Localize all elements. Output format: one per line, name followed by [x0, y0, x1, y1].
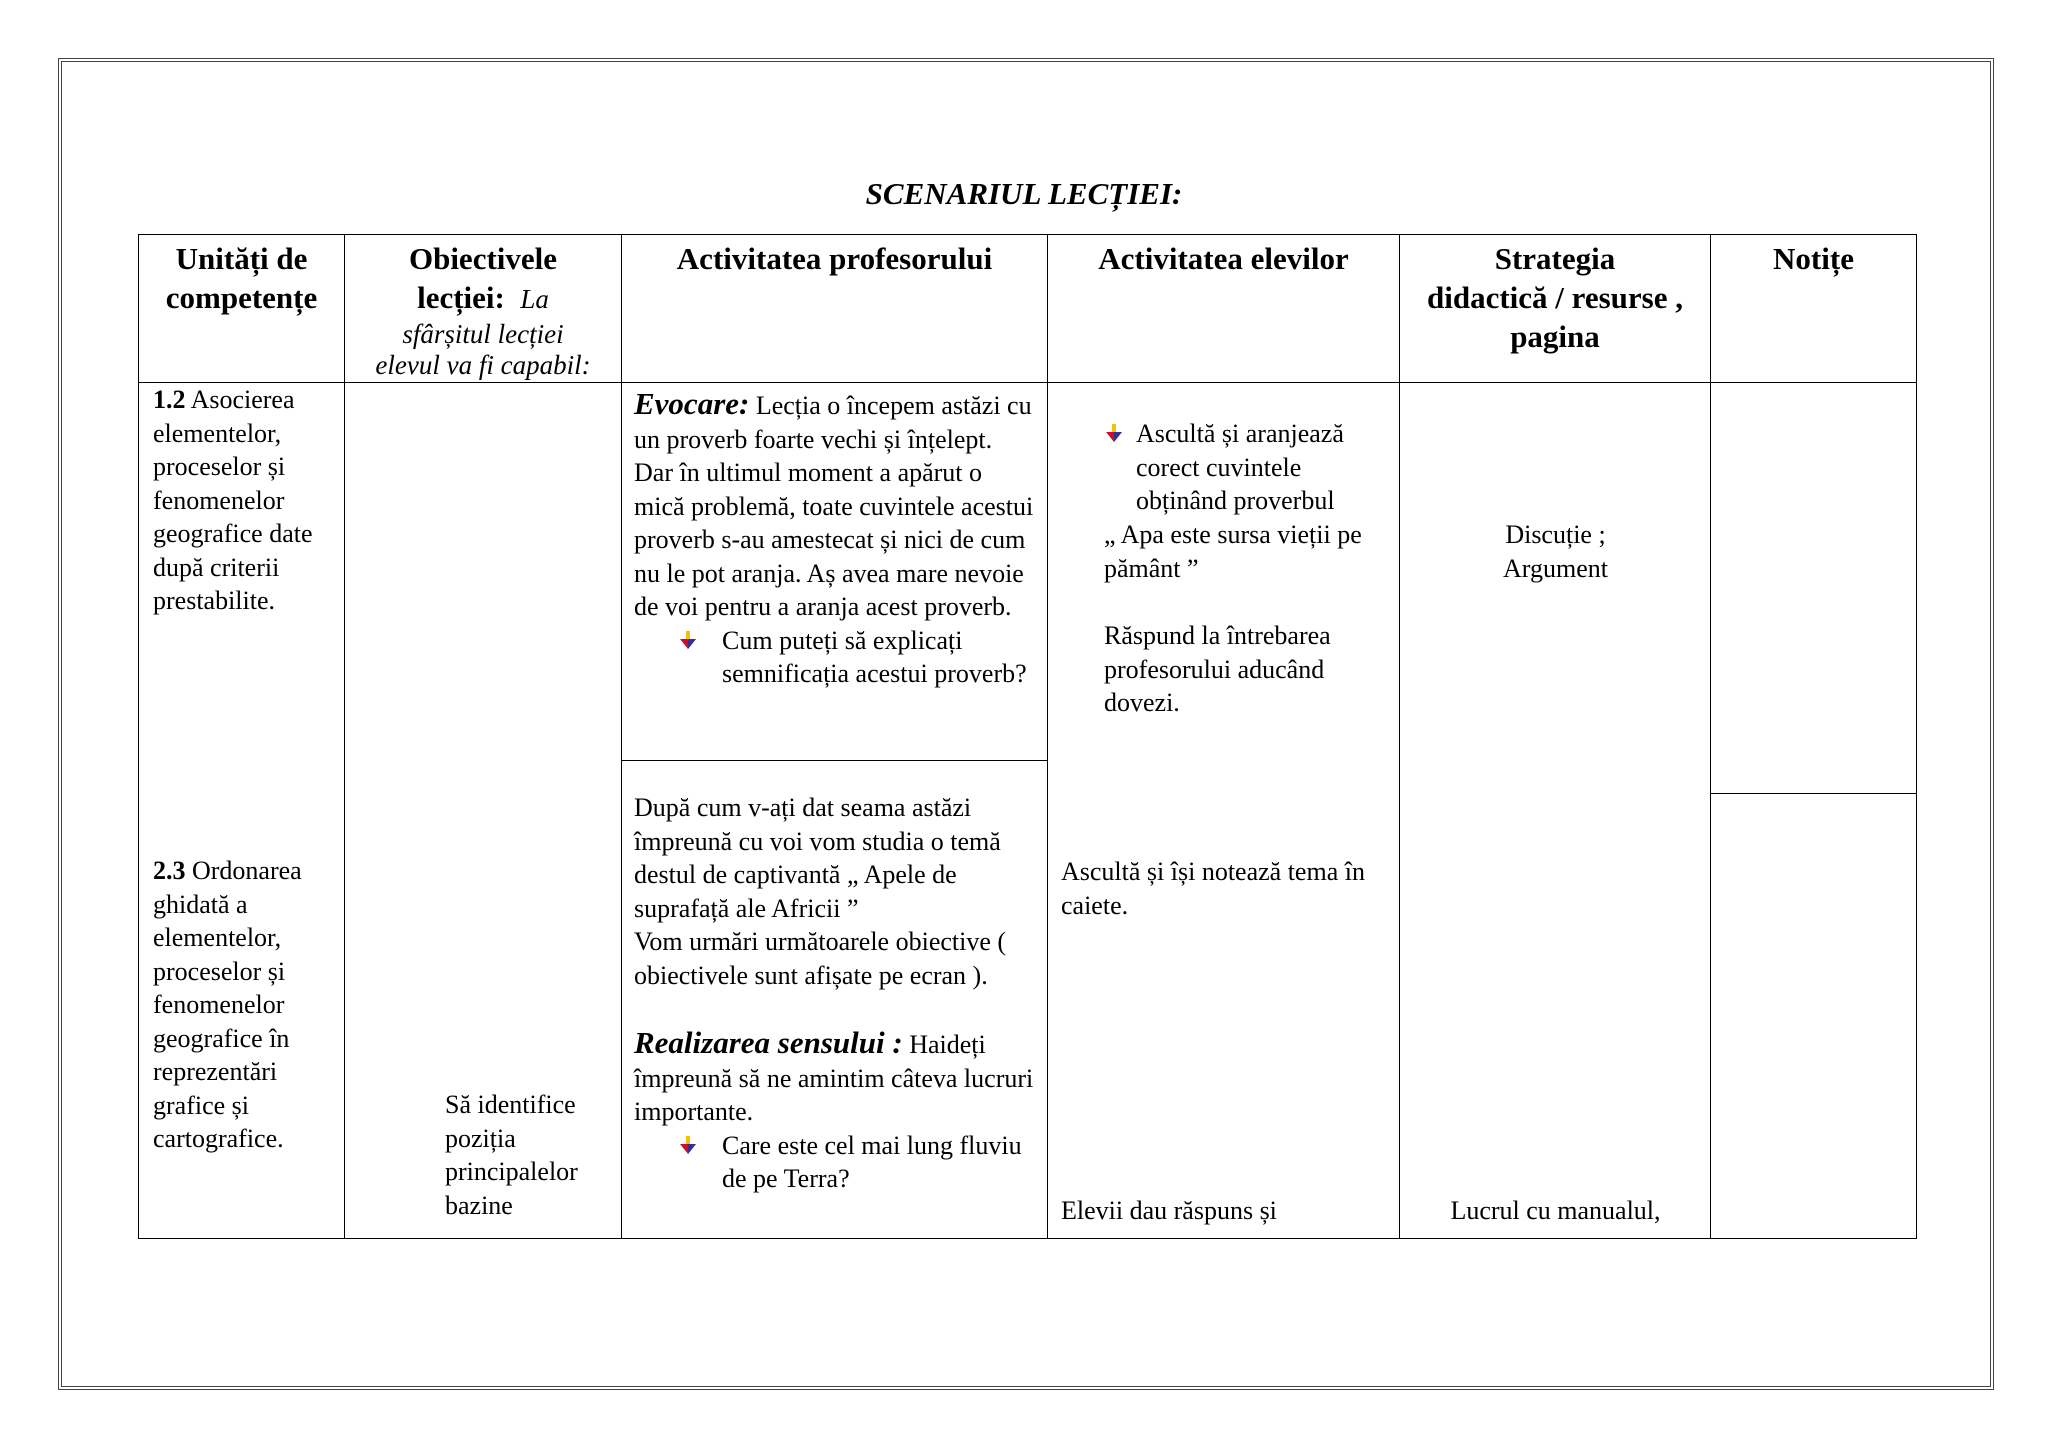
header-profesor: [622, 235, 1048, 383]
question-2: [634, 1129, 1035, 1196]
realizare-paragraph: [634, 1026, 1035, 1129]
elevi-activity-2: Răspund la întrebarea profesorului aducând dovezi.: [1104, 621, 1331, 717]
header-obiective-line2: lecției:: [417, 280, 505, 315]
intro-paragraph-1: După cum v-ați dat seama astăzi împreună cu voi vom studia o temă destul de captivantă „ Apele de suprafață ale Africii ”: [634, 793, 1001, 923]
competenta-1-text: Asocierea elementelor, proceselor și fenomenelor geografice date după criterii prestabilite.: [153, 385, 313, 615]
header-notite: [1711, 235, 1917, 383]
header-obiective-line3: sfârșitul lecției: [402, 319, 564, 349]
header-strategie-line3: pagina: [1510, 319, 1600, 354]
document-title: SCENARIUL LECȚIEI:: [865, 176, 1183, 211]
lesson-table: [138, 234, 1917, 1239]
question-1-text: Cum puteți să explicați semnificația acestui proverb?: [722, 625, 1027, 688]
header-elevi: [1048, 235, 1400, 383]
header-notite-text: Notițe: [1773, 241, 1854, 276]
header-obiective-line1: Obiectivele: [408, 241, 558, 276]
competenta-2-text: Ordonarea ghidată a elementelor, proceselor și fenomenelor geografice în reprezentări grafice și cartografice.: [153, 856, 302, 1153]
header-elevi-text: Activitatea elevilor: [1098, 241, 1349, 276]
cell-elevi: [1048, 383, 1400, 1239]
competenta-1: [153, 383, 343, 618]
proverb-quote: „ Apa este sursa vieții pe pământ ”: [1104, 520, 1362, 583]
realizare-text: Haideți împreună să ne amintim câteva lucruri importante.: [634, 1030, 1034, 1126]
elevi-activity-3: Ascultă și își notează tema în caiete.: [1061, 857, 1365, 920]
competenta-1-code: 1.2: [153, 385, 186, 414]
header-obiective: [345, 235, 622, 383]
question-1: [634, 624, 1035, 691]
cell-strategie: [1400, 383, 1711, 1239]
realizare-label: Realizarea sensului :: [634, 1025, 903, 1060]
cell-profesor-realizare: [622, 761, 1048, 1239]
header-profesor-text: Activitatea profesorului: [676, 241, 993, 276]
header-competente-line2: competențe: [165, 280, 318, 315]
cell-profesor-evocare: [622, 383, 1048, 761]
header-competente: [139, 235, 345, 383]
header-obiective-line4: elevul va fi capabil:: [375, 350, 591, 380]
down-arrow-bullet-icon: [678, 1135, 698, 1157]
header-strategie: [1400, 235, 1711, 383]
elevi-activity-4: Elevii dau răspuns și: [1061, 1196, 1277, 1225]
evocare-text: Lecția o începem astăzi cu un proverb foarte vechi și înțelept. Dar în ultimul moment a apărut o mică problemă, toate cuvintele acestui proverb s-au amestecat și nici de cum nu le pot aranja. Aș avea mare nevoie de voi pentru a aranja acest proverb.: [634, 391, 1034, 621]
header-competente-line1: Unități de: [175, 241, 308, 276]
strategie-3: Lucrul cu manualul,: [1450, 1196, 1661, 1225]
cell-notite: [1711, 383, 1917, 1239]
header-obiective-italic: La: [520, 284, 549, 314]
header-strategie-line2: didactică / resurse ,: [1426, 280, 1683, 315]
objective-1: Să identifice poziția principalelor bazine: [445, 1090, 578, 1220]
down-arrow-bullet-icon: [678, 630, 698, 652]
evocare-paragraph: [634, 387, 1035, 624]
competenta-2: [153, 854, 343, 1156]
strategie-1: Discuție ;: [1505, 520, 1606, 549]
strategie-2: Argument: [1503, 554, 1608, 583]
elevi-activity-1: [1092, 417, 1392, 518]
question-2-text: Care este cel mai lung fluviu de pe Terra?: [722, 1130, 1022, 1193]
cell-obiective: [345, 383, 622, 1239]
header-strategie-line1: Strategia: [1494, 241, 1616, 276]
intro-paragraph-2: Vom urmări următoarele obiective ( obiectivele sunt afișate pe ecran ).: [634, 927, 1007, 990]
cell-competente: [139, 383, 345, 1239]
body-row-1: [139, 383, 1917, 761]
evocare-label: Evocare:: [634, 386, 750, 421]
notite-divider: [1710, 793, 1916, 794]
down-arrow-bullet-icon: [1104, 423, 1124, 445]
competenta-2-code: 2.3: [153, 856, 186, 885]
elevi-activity-1-text: Ascultă și aranjează corect cuvintele obținând proverbul: [1136, 419, 1344, 515]
header-row: [139, 235, 1917, 383]
